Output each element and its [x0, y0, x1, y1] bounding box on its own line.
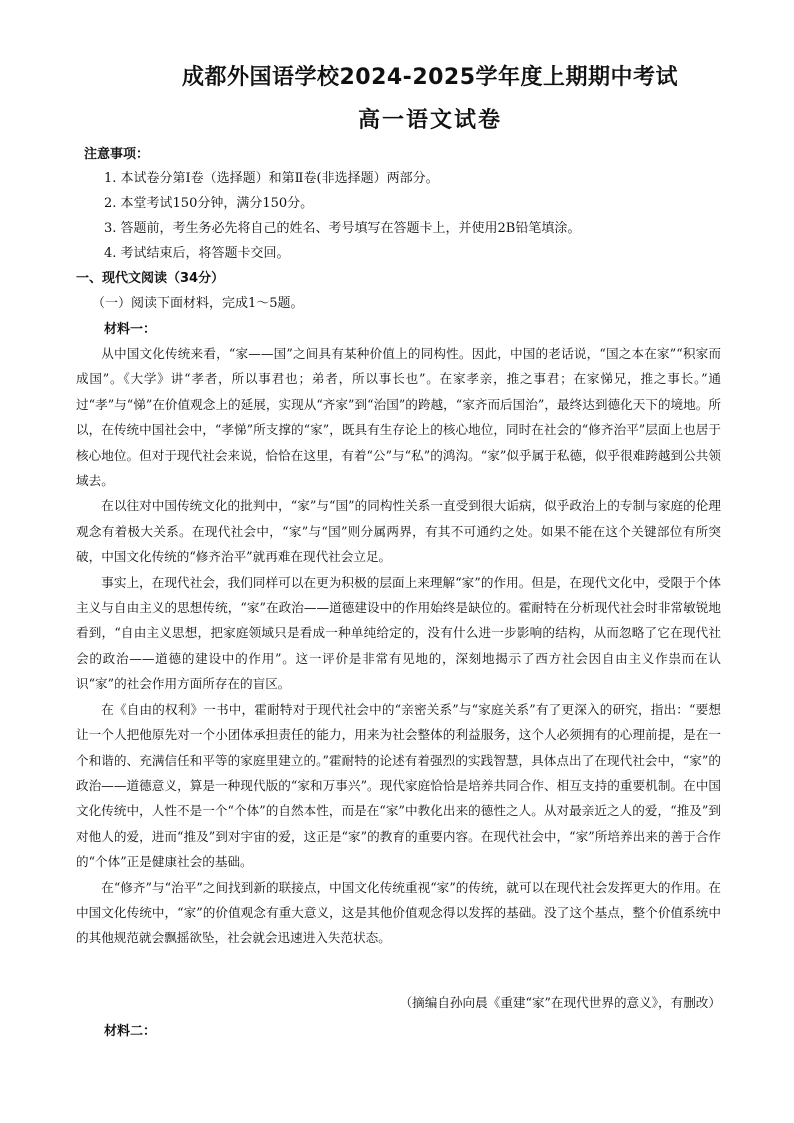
- notice-item: 1. 本试卷分第Ⅰ卷（选择题）和第Ⅱ卷(非选择题）两部分。: [104, 171, 439, 186]
- paragraph: 在“修齐”与“治平”之间找到新的联接点，中国文化传统重视“家”的传统，就可以在现代社会发挥更大的作用。在中国文化传统中，“家”的价值观念有重大意义，这是其他价值观念得以发挥的基础。没了这个基点，整个价值系统中的其他规范就会飘摇欲坠，社会就会迅速进入失范状态。: [76, 879, 721, 946]
- source-citation: （摘编自孙向晨《重建“家”在现代世界的意义》，有删改）: [399, 995, 721, 1010]
- material-2-label: 材料二：: [104, 1024, 157, 1039]
- section-heading: 一、现代文阅读（34分）: [76, 271, 225, 286]
- part-intro: （一）阅读下面材料，完成1～5题。: [92, 296, 304, 311]
- material-1-body: [76, 341, 721, 951]
- notice-item: 4. 考试结束后，将答题卡交回。: [104, 246, 290, 261]
- paragraph: 在《自由的权利》一书中，霍耐特对于现代社会中的“亲密关系”与“家庭关系”有了更深入的研究，指出：“要想让一个人把他原先对一个小团体承担责任的能力，用来为社会整体的利益服务，这个人必须拥有的心理前提，是在一个和谐的、充满信任和平等的家庭里建立的。”霍耐特的论述有着强烈的实践智慧，具体点出了在现代社会中，“家”的政治——道德意义，算是一种现代版的“家和万事兴”。现代家庭恰恰是培养共同合作、相互支持的重要机制。在中国文化传统中，人性不是一个“个体”的自然本性，而是在“家”中教化出来的德性之人。从对最亲近之人的爱，“推及”到对他人的爱，进而“推及”到对宇宙的爱，这正是“家”的教育的重要内容。在现代社会中，“家”所培养出来的善于合作的“个体”正是健康社会的基础。: [76, 701, 721, 870]
- exam-subtitle: 高一语文试卷: [357, 108, 502, 133]
- notice-list: [104, 166, 580, 266]
- paragraph: 事实上，在现代社会，我们同样可以在更为积极的层面上来理解“家”的作用。但是，在现代文化中，受限于个体主义与自由主义的思想传统，“家”在政治——道德建设中的作用始终是缺位的。霍耐特在分析现代社会时非常敏锐地看到，“自由主义思想，把家庭领域只是看成一种单纯给定的，没有什么进一步影响的结构，从而忽略了它在现代社会的政治——道德的建设中的作用”。这一评价是非常有见地的，深刻地揭示了西方社会因自由主义作祟而在认识“家”的社会作用方面所存在的盲区。: [76, 574, 721, 692]
- paragraph: 在以往对中国传统文化的批判中，“家”与“国”的同构性关系一直受到很大诟病，似乎政治上的专制与家庭的伦理观念有着极大关系。在现代社会中，“家”与“国”则分属两界，有其不可通约之处。如果不能在这个关键部位有所突破，中国文化传统的“修齐治平”就再难在现代社会立足。: [76, 498, 721, 565]
- notice-heading: 注意事项：: [84, 147, 150, 162]
- paragraph: 从中国文化传统来看，“家——国”之间具有某种价值上的同构性。因此，中国的老话说，“国之本在家”“积家而成国”。《大学》讲“孝者，所以事君也；弟者，所以事长也”。在家孝亲，推之事君；在家悌兄，推之事长。”通过“孝”与“悌”在价值观念上的延展，实现从“齐家”到“治国”的跨越，“家齐而后国治”，最终达到德化天下的境地。所以，在传统中国社会中，“孝悌”所支撑的“家”，既具有生存论上的核心地位，同时在社会的“修齐治平”层面上也居于核心地位。但对于现代社会来说，恰恰在这里，有着“公”与“私”的鸿沟。“家”似乎属于私德，似乎很难跨越到公共领域去。: [76, 346, 721, 489]
- notice-item: 3. 答题前，考生务必先将自己的姓名、考号填写在答题卡上，并使用2B铅笔填涂。: [104, 221, 581, 236]
- material-1-label: 材料一：: [104, 322, 157, 337]
- exam-title: 成都外国语学校2024-2025学年度上期期中考试: [181, 65, 679, 90]
- notice-item: 2. 本堂考试150分钟，满分150分。: [104, 196, 314, 211]
